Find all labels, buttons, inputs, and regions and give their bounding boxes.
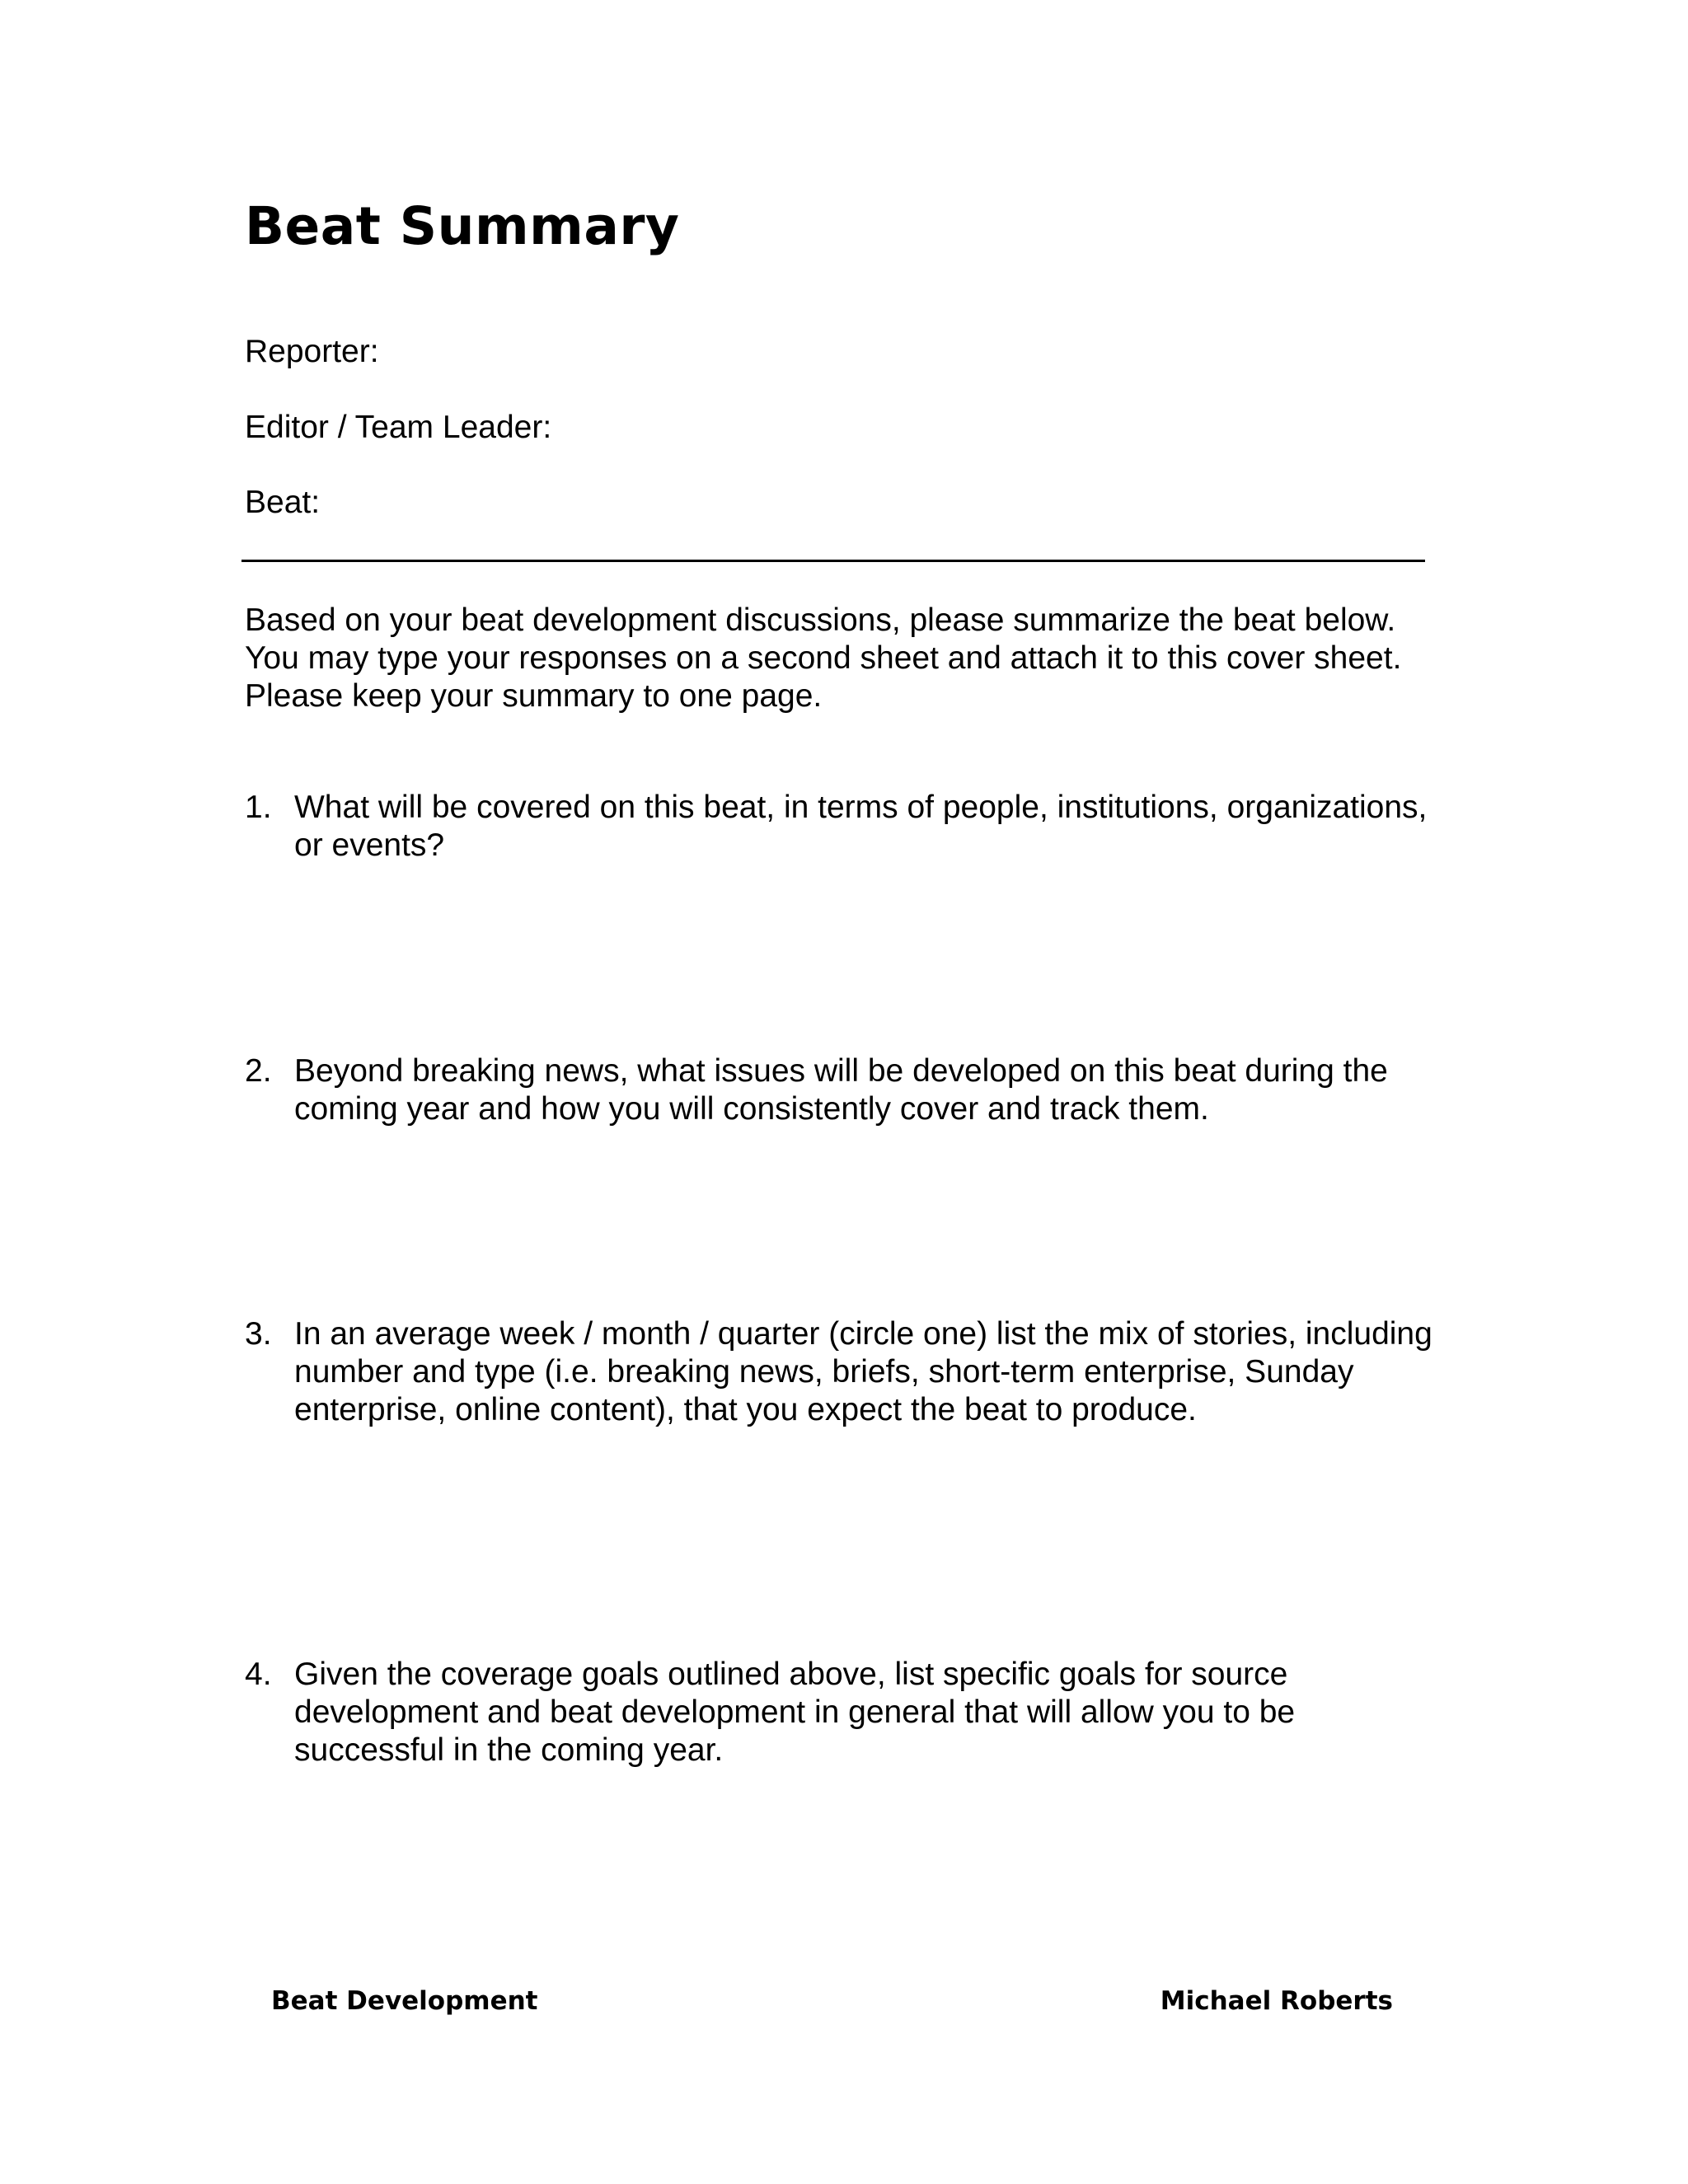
question-text: What will be covered on this beat, in terms of people, institutions, organizations, or events?	[294, 790, 1428, 863]
question-3	[245, 1315, 1448, 1429]
question-number: 3.	[245, 1316, 272, 1352]
header-divider	[241, 560, 1425, 562]
question-text: Beyond breaking news, what issues will be developed on this beat during the coming year and how you will consistently cover and track them.	[294, 1053, 1388, 1127]
editor-team-leader-label: Editor / Team Leader:	[245, 410, 552, 445]
question-4	[245, 1656, 1448, 1769]
question-number: 4.	[245, 1657, 272, 1692]
question-number: 2.	[245, 1053, 272, 1089]
question-1	[245, 789, 1448, 865]
question-number: 1.	[245, 790, 272, 825]
question-text: In an average week / month / quarter (circle one) list the mix of stories, including number and type (i.e. breaking news, briefs, short-term enterprise, Sunday enterprise, online content), that you expect the beat to produce.	[294, 1316, 1432, 1427]
page-title: Beat Summary	[245, 196, 680, 256]
reporter-label: Reporter:	[245, 334, 379, 369]
question-text: Given the coverage goals outlined above, list specific goals for source development and beat development in general that will allow you to be successful in the coming year.	[294, 1657, 1296, 1768]
question-2	[245, 1052, 1448, 1128]
footer-left: Beat Development	[271, 1986, 538, 2016]
footer-right: Michael Roberts	[1160, 1986, 1393, 2016]
beat-label: Beat:	[245, 485, 321, 520]
intro-paragraph: Based on your beat development discussions, please summarize the beat below. You may type your responses on a second sheet and attach it to this cover sheet. Please keep your summary to one page.	[245, 602, 1402, 714]
